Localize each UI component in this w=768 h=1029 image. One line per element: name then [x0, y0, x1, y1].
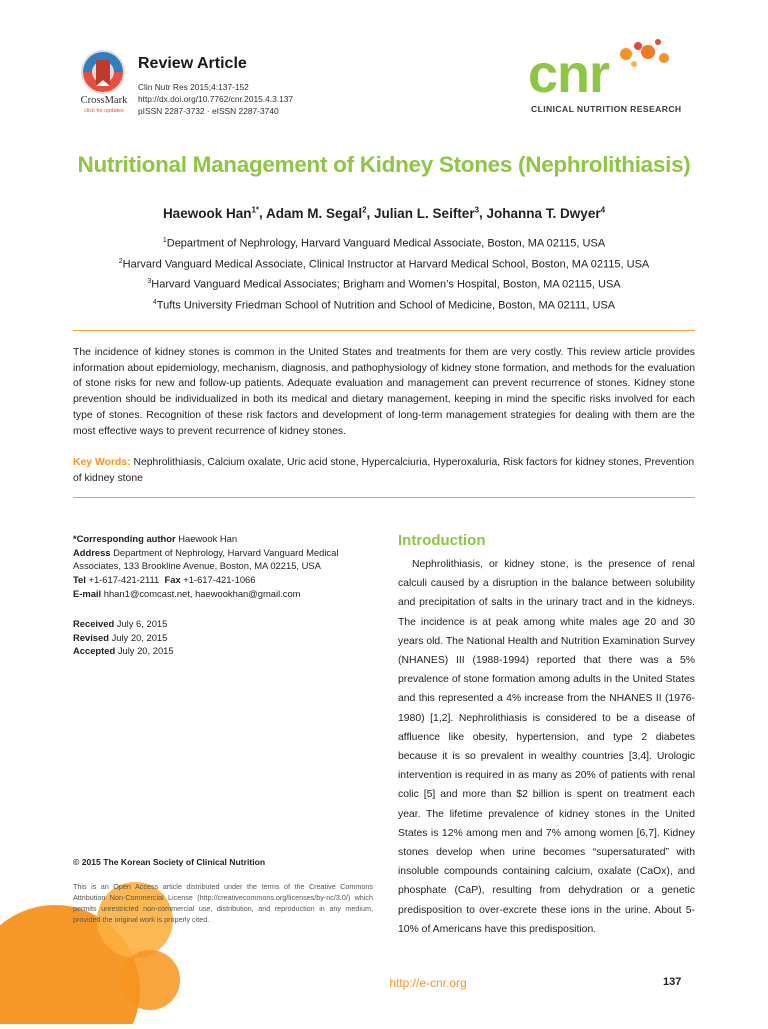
- author: Adam M. Segal$^2$: [266, 205, 367, 221]
- crossmark-sublabel: click for updates: [84, 108, 124, 114]
- logo-text: cnr: [528, 44, 610, 104]
- logo-subtitle: CLINICAL NUTRITION RESEARCH: [531, 104, 682, 114]
- divider: [73, 330, 695, 331]
- license-text: This is an Open Access article distributed under the terms of the Creative Commons Attribution Non-Commercial License (http://creativecommons.org/licenses/by-nc/3.0/) which permits unrestricted non-commercial use, distribution, and reproduction in any medium, provided the original work is properly cited.: [73, 882, 373, 924]
- correspondence: *Corresponding author Haewook Han Address Department of Nephrology, Harvard Vanguard Medical Associates, 133 Brookline Avenue, Boston, MA 02215, USA Tel +1-617-421-2111 Fax +1-617-421-1066 E-mail hhan1@comcast.net, haewookhan@gmail.com: [73, 533, 339, 599]
- citation: Clin Nutr Res 2015;4:137-152: [138, 82, 249, 92]
- page-number: 137: [663, 976, 682, 988]
- keywords-text: Nephrolithiasis, Calcium oxalate, Uric acid stone, Hypercalciuria, Hyperoxaluria, Risk factors for kidney stones, Prevention of kidney stone: [73, 457, 695, 484]
- affiliation: $^1$Department of Nephrology, Harvard Vanguard Medical Associate, Boston, MA 02115, USA: [162, 237, 606, 250]
- keywords: [73, 455, 695, 486]
- article-type: Review Article: [138, 55, 247, 72]
- crossmark-label: CrossMark: [80, 95, 128, 106]
- section-heading: Introduction: [398, 532, 486, 549]
- author: Julian L. Seifter$^3$: [374, 205, 480, 221]
- keywords-label: Key Words:: [73, 457, 131, 468]
- author-list: Haewook Han$^{1*}$, Adam M. Segal$^2$, Julian L. Seifter$^3$, Johanna T. Dwyer$^4$: [162, 205, 606, 221]
- abstract: The incidence of kidney stones is common in the United States and treatments for them are very costly. This review article provides information about epidemiology, mechanism, diagnosis, and pathophysiology of kidney stone formation, and methods for the evaluation of stone risks for new and follow-up patients. Adequate evaluation and management can prevent recurrence of stones. Kidney stone prevention should be individualized in both its medical and dietary management, keeping in mind the specific risks involved for each type of stones. Recognition of these risk factors and development of long-term management strategies for dealing with them are the most effective ways to prevent recurrence of kidney stones.: [73, 347, 695, 437]
- author: Haewook Han$^{1*}$: [162, 205, 260, 221]
- journal-meta: [138, 81, 293, 117]
- affiliation: $^4$Tufts University Friedman School of Nutrition and School of Medicine, Boston, MA 02111, USA: [152, 298, 616, 312]
- affiliation-list: [0, 232, 768, 315]
- author: Johanna T. Dwyer$^4$: [486, 205, 606, 221]
- article-dates: Received July 6, 2015 Revised July 20, 2015 Accepted July 20, 2015: [73, 618, 174, 657]
- affiliation: $^2$Harvard Vanguard Medical Associate, Clinical Instructor at Harvard Medical School, Boston, MA 02115, USA: [118, 257, 650, 271]
- copyright: © 2015 The Korean Society of Clinical Nutrition: [73, 857, 266, 867]
- email-link[interactable]: hhan1@comcast.net, haewookhan@gmail.com: [103, 587, 301, 599]
- divider: [73, 497, 695, 498]
- article-title: Nutritional Management of Kidney Stones (Nephrolithiasis): [77, 152, 691, 177]
- journal-url[interactable]: http://e-cnr.org: [389, 976, 467, 990]
- issn: pISSN 2287-3732 · eISSN 2287-3740: [138, 106, 279, 116]
- section-body: Nephrolithiasis, or kidney stone, is the presence of renal calculi caused by a disruption in the balance between solubility and precipitation of salts in the urinary tract and in the kidneys. The incidence is at peak among white males age 20 and 30 years old. The National Health and Nutrition Examination Survey (NHANES) III (1988-1994) reported that there was a 5% prevalence of stone formation among adults in the United States and this represented a 4% increase from the NHANES II (1976-1980) [1,2]. Nephrolithiasis is considered to be a disease of affluence like obesity, hypertension, and type 2 diabetes because it is so prevalent in wealthy countries [3,4]. Urologic intervention is required in as many as 20% of patients with renal colic [5] and more than $2 billion is spent on treatment each year. The lifetime prevalence of kidney stones in the United States is 12% among men and 7% among women [6,7]. Kidney stones develop when urine becomes “supersaturated” with insoluble compounds containing calcium, oxalate (CaOx), and phosphate (CaP), resulting from dehydration or a genetic predisposition to over-excrete these ions in the urine. About 5-10% of Americans have this predisposition.: [398, 559, 695, 935]
- doi-link[interactable]: http://dx.doi.org/10.7762/cnr.2015.4.3.137: [138, 94, 294, 104]
- affiliation: $^3$Harvard Vanguard Medical Associates; Brigham and Women’s Hospital, Boston, MA 02115, USA: [147, 278, 621, 291]
